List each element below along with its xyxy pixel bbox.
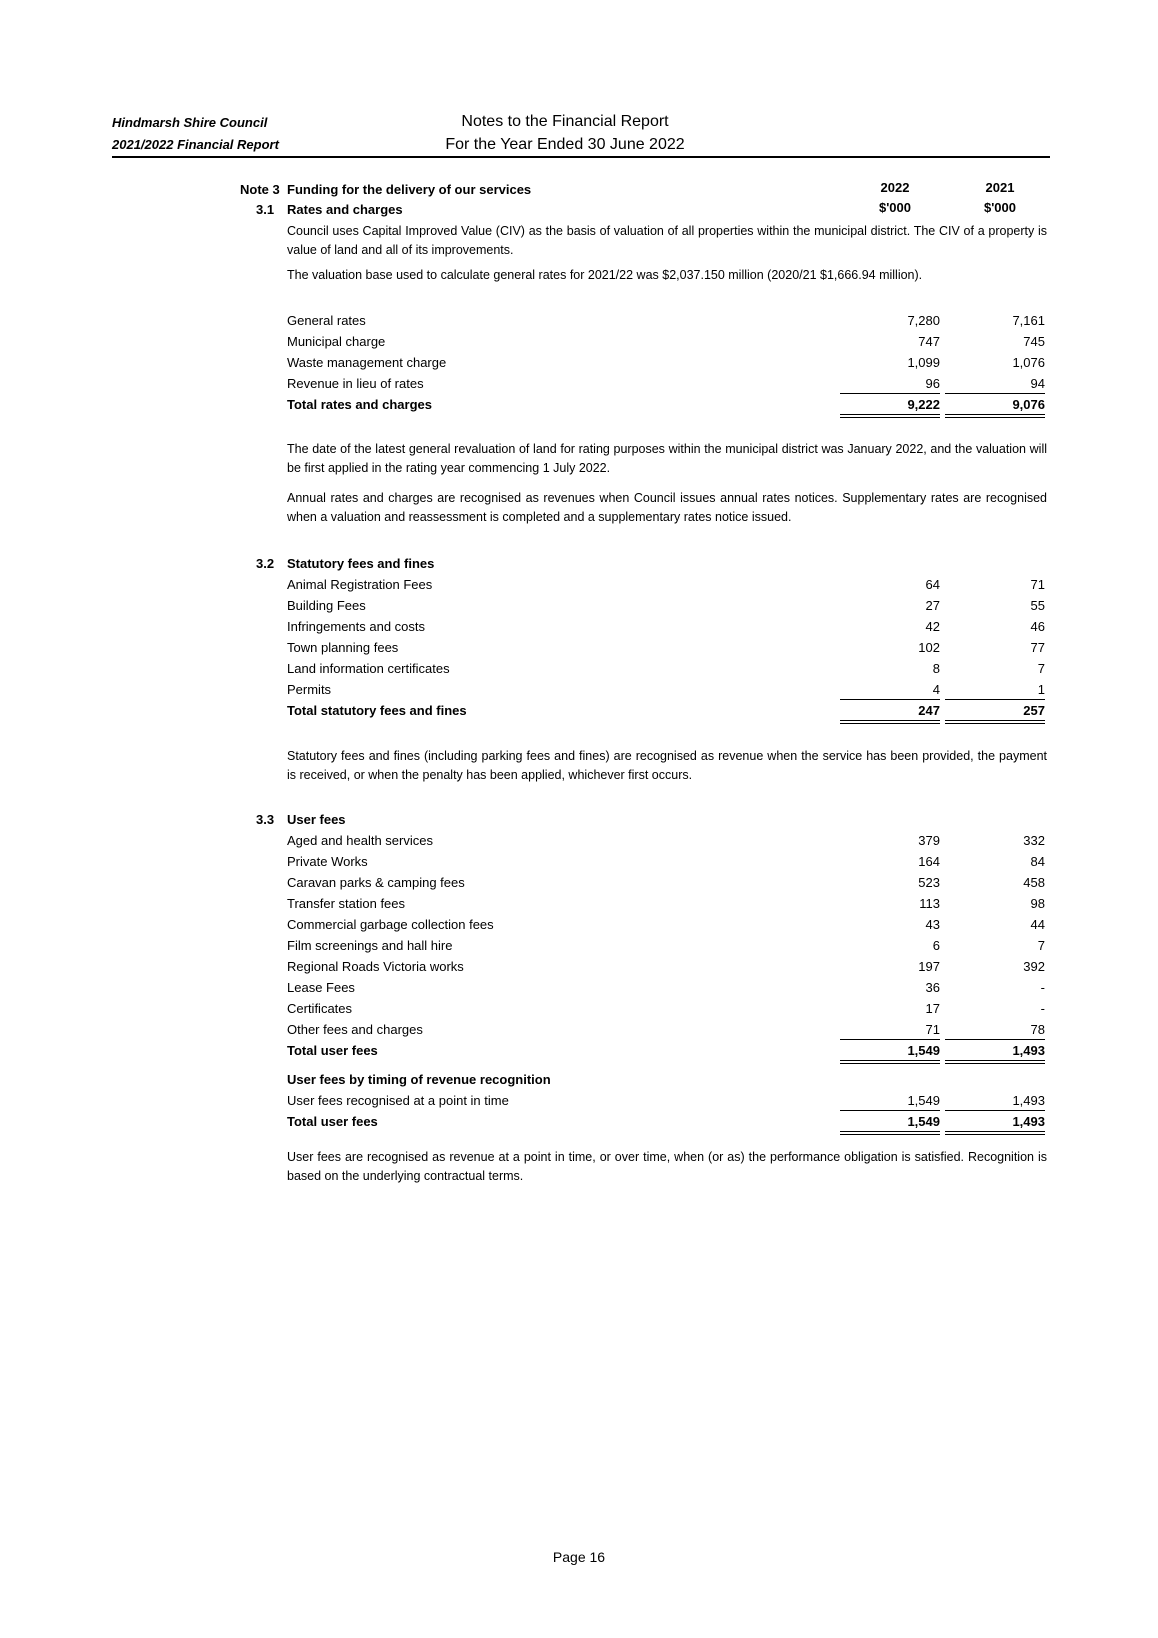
- paragraph-revaluation: The date of the latest general revaluation of land for rating purposes within the municipal district was January 2022, and the valuation will be first applied in the rating year commencing 1 July 2022.: [287, 442, 1047, 475]
- row-value-2022: 197: [918, 959, 940, 974]
- row-value-2022: 523: [918, 875, 940, 890]
- row-label: Permits: [287, 682, 332, 697]
- row-label: Private Works: [287, 854, 368, 869]
- note-label: Note 3: [240, 182, 280, 197]
- subtotal-rule-2022: [840, 393, 940, 394]
- row-value-2022: 8: [932, 661, 940, 676]
- subtotal-rule-2021: [945, 699, 1045, 700]
- report-header-center: [395, 110, 735, 156]
- paragraph-valuation-base: The valuation base used to calculate general rates for 2021/22 was $2,037.150 million (2020/21 $1,666.94 million).: [287, 268, 923, 282]
- row-value-2022: 43: [925, 917, 940, 932]
- row-label: Land information certificates: [287, 661, 450, 676]
- total-label: Total statutory fees and fines: [287, 703, 467, 718]
- row-label: Waste management charge: [287, 355, 447, 370]
- total-double-rule-2021: [945, 1060, 1045, 1064]
- paragraph-user-fees-recognition: User fees are recognised as revenue at a point in time, or over time, when (or as) the performance obligation is satisfied. Recognition is based on the underlying contractual terms.: [287, 1150, 1047, 1183]
- total-double-rule-2021: [945, 1131, 1045, 1135]
- total-value-2021: 257: [1023, 703, 1045, 718]
- row-label: Animal Registration Fees: [287, 577, 433, 592]
- total-label: Total rates and charges: [287, 397, 432, 412]
- report-title: Notes to the Financial Report: [461, 113, 669, 130]
- paragraph-civ: Council uses Capital Improved Value (CIV) as the basis of valuation of all properties within the municipal district. The CIV of a property is value of land and all of its improvements.: [287, 224, 1047, 257]
- row-value-2022: 27: [925, 598, 940, 613]
- section-number-3-2: 3.2: [256, 556, 275, 571]
- subtotal-rule-2022: [840, 1110, 940, 1111]
- row-value-2022: 6: [932, 938, 940, 953]
- row-label: Film screenings and hall hire: [287, 938, 453, 953]
- row-value-2021: -: [1040, 1001, 1045, 1016]
- report-header-left: [112, 112, 279, 156]
- total-value-2021: 1,493: [1012, 1043, 1045, 1058]
- total-value-2021: 9,076: [1012, 397, 1045, 412]
- row-label: User fees recognised at a point in time: [287, 1093, 509, 1108]
- header-rule: [112, 156, 1050, 158]
- row-value-2022: 71: [925, 1022, 940, 1037]
- paragraph-statutory-recognition: Statutory fees and fines (including parking fees and fines) are recognised as revenue when the service has been provided, the payment is received, or when the penalty has been applied, whichever first occurs.: [287, 749, 1047, 782]
- row-value-2022: 36: [925, 980, 940, 995]
- row-value-2021: 46: [1030, 619, 1045, 634]
- note-title: Funding for the delivery of our services: [287, 182, 532, 197]
- row-label: Aged and health services: [287, 833, 433, 848]
- row-value-2021: 44: [1030, 917, 1045, 932]
- report-name: 2021/2022 Financial Report: [112, 137, 279, 152]
- row-value-2022: 7,280: [907, 313, 940, 328]
- row-value-2021: 1: [1037, 682, 1045, 697]
- row-value-2021: 7,161: [1012, 313, 1045, 328]
- page-number: Page 16: [552, 1549, 606, 1565]
- subtotal-rule-2022: [840, 1039, 940, 1040]
- section-number-3-1: 3.1: [256, 202, 275, 217]
- subtotal-rule-2022: [840, 699, 940, 700]
- section-title-user-fees: User fees: [287, 812, 346, 827]
- row-value-2022: 64: [925, 577, 940, 592]
- row-value-2022: 1,549: [907, 1093, 940, 1108]
- row-value-2022: 102: [918, 640, 940, 655]
- council-name: Hindmarsh Shire Council: [112, 115, 268, 130]
- row-value-2022: 1,099: [907, 355, 940, 370]
- row-value-2022: 17: [925, 1001, 940, 1016]
- row-label: Infringements and costs: [287, 619, 426, 634]
- row-label: Caravan parks & camping fees: [287, 875, 465, 890]
- row-value-2021: 84: [1030, 854, 1045, 869]
- row-value-2021: 98: [1030, 896, 1045, 911]
- total-value-2022: 247: [918, 703, 940, 718]
- row-value-2021: 458: [1023, 875, 1045, 890]
- row-label: Municipal charge: [287, 334, 386, 349]
- row-value-2021: 55: [1030, 598, 1045, 613]
- row-value-2021: -: [1040, 980, 1045, 995]
- section-title-statutory: Statutory fees and fines: [287, 556, 435, 571]
- row-label: Lease Fees: [287, 980, 355, 995]
- row-label: Building Fees: [287, 598, 366, 613]
- row-value-2022: 747: [918, 334, 940, 349]
- total-value-2022: 1,549: [907, 1114, 940, 1129]
- row-value-2021: 94: [1030, 376, 1045, 391]
- row-value-2022: 96: [925, 376, 940, 391]
- row-label: Transfer station fees: [287, 896, 406, 911]
- row-value-2022: 42: [925, 619, 940, 634]
- total-double-rule-2022: [840, 1060, 940, 1064]
- paragraph-rates-recognition: Annual rates and charges are recognised as revenues when Council issues annual rates notices. Supplementary rates are recognised when a valuation and reassessment is completed and a supplementary rates notice issued.: [287, 491, 1047, 524]
- column-unit-2021: $'000: [983, 200, 1016, 215]
- total-double-rule-2022: [840, 414, 940, 418]
- row-value-2021: 392: [1023, 959, 1045, 974]
- column-year-2022: 2022: [880, 180, 910, 195]
- total-value-2022: 1,549: [907, 1043, 940, 1058]
- row-value-2021: 78: [1030, 1022, 1045, 1037]
- column-year-2021: 2021: [985, 180, 1015, 195]
- report-subtitle: For the Year Ended 30 June 2022: [445, 136, 685, 153]
- row-label: Regional Roads Victoria works: [287, 959, 464, 974]
- row-value-2021: 1,493: [1012, 1093, 1045, 1108]
- row-value-2022: 164: [918, 854, 940, 869]
- subtotal-rule-2021: [945, 1110, 1045, 1111]
- row-label: Town planning fees: [287, 640, 399, 655]
- section-title-rates: Rates and charges: [287, 202, 403, 217]
- column-unit-2022: $'000: [878, 200, 911, 215]
- row-value-2021: 7: [1037, 661, 1045, 676]
- row-label: General rates: [287, 313, 366, 328]
- row-value-2022: 4: [932, 682, 940, 697]
- section-number-3-3: 3.3: [256, 812, 275, 827]
- total-double-rule-2022: [840, 720, 940, 724]
- total-label: Total user fees: [287, 1114, 378, 1129]
- subtotal-rule-2021: [945, 393, 1045, 394]
- timing-subheading: User fees by timing of revenue recognition: [287, 1072, 551, 1087]
- row-value-2021: 1,076: [1012, 355, 1045, 370]
- row-value-2021: 332: [1023, 833, 1045, 848]
- row-label: Other fees and charges: [287, 1022, 423, 1037]
- row-value-2021: 745: [1023, 334, 1045, 349]
- total-value-2021: 1,493: [1012, 1114, 1045, 1129]
- row-value-2021: 77: [1030, 640, 1045, 655]
- row-label: Commercial garbage collection fees: [287, 917, 494, 932]
- total-double-rule-2021: [945, 414, 1045, 418]
- row-label: Certificates: [287, 1001, 353, 1016]
- row-value-2022: 379: [918, 833, 940, 848]
- total-value-2022: 9,222: [907, 397, 940, 412]
- subtotal-rule-2021: [945, 1039, 1045, 1040]
- row-value-2021: 71: [1030, 577, 1045, 592]
- row-value-2022: 113: [919, 896, 940, 911]
- row-value-2021: 7: [1037, 938, 1045, 953]
- total-label: Total user fees: [287, 1043, 378, 1058]
- total-double-rule-2022: [840, 1131, 940, 1135]
- row-label: Revenue in lieu of rates: [287, 376, 424, 391]
- total-double-rule-2021: [945, 720, 1045, 724]
